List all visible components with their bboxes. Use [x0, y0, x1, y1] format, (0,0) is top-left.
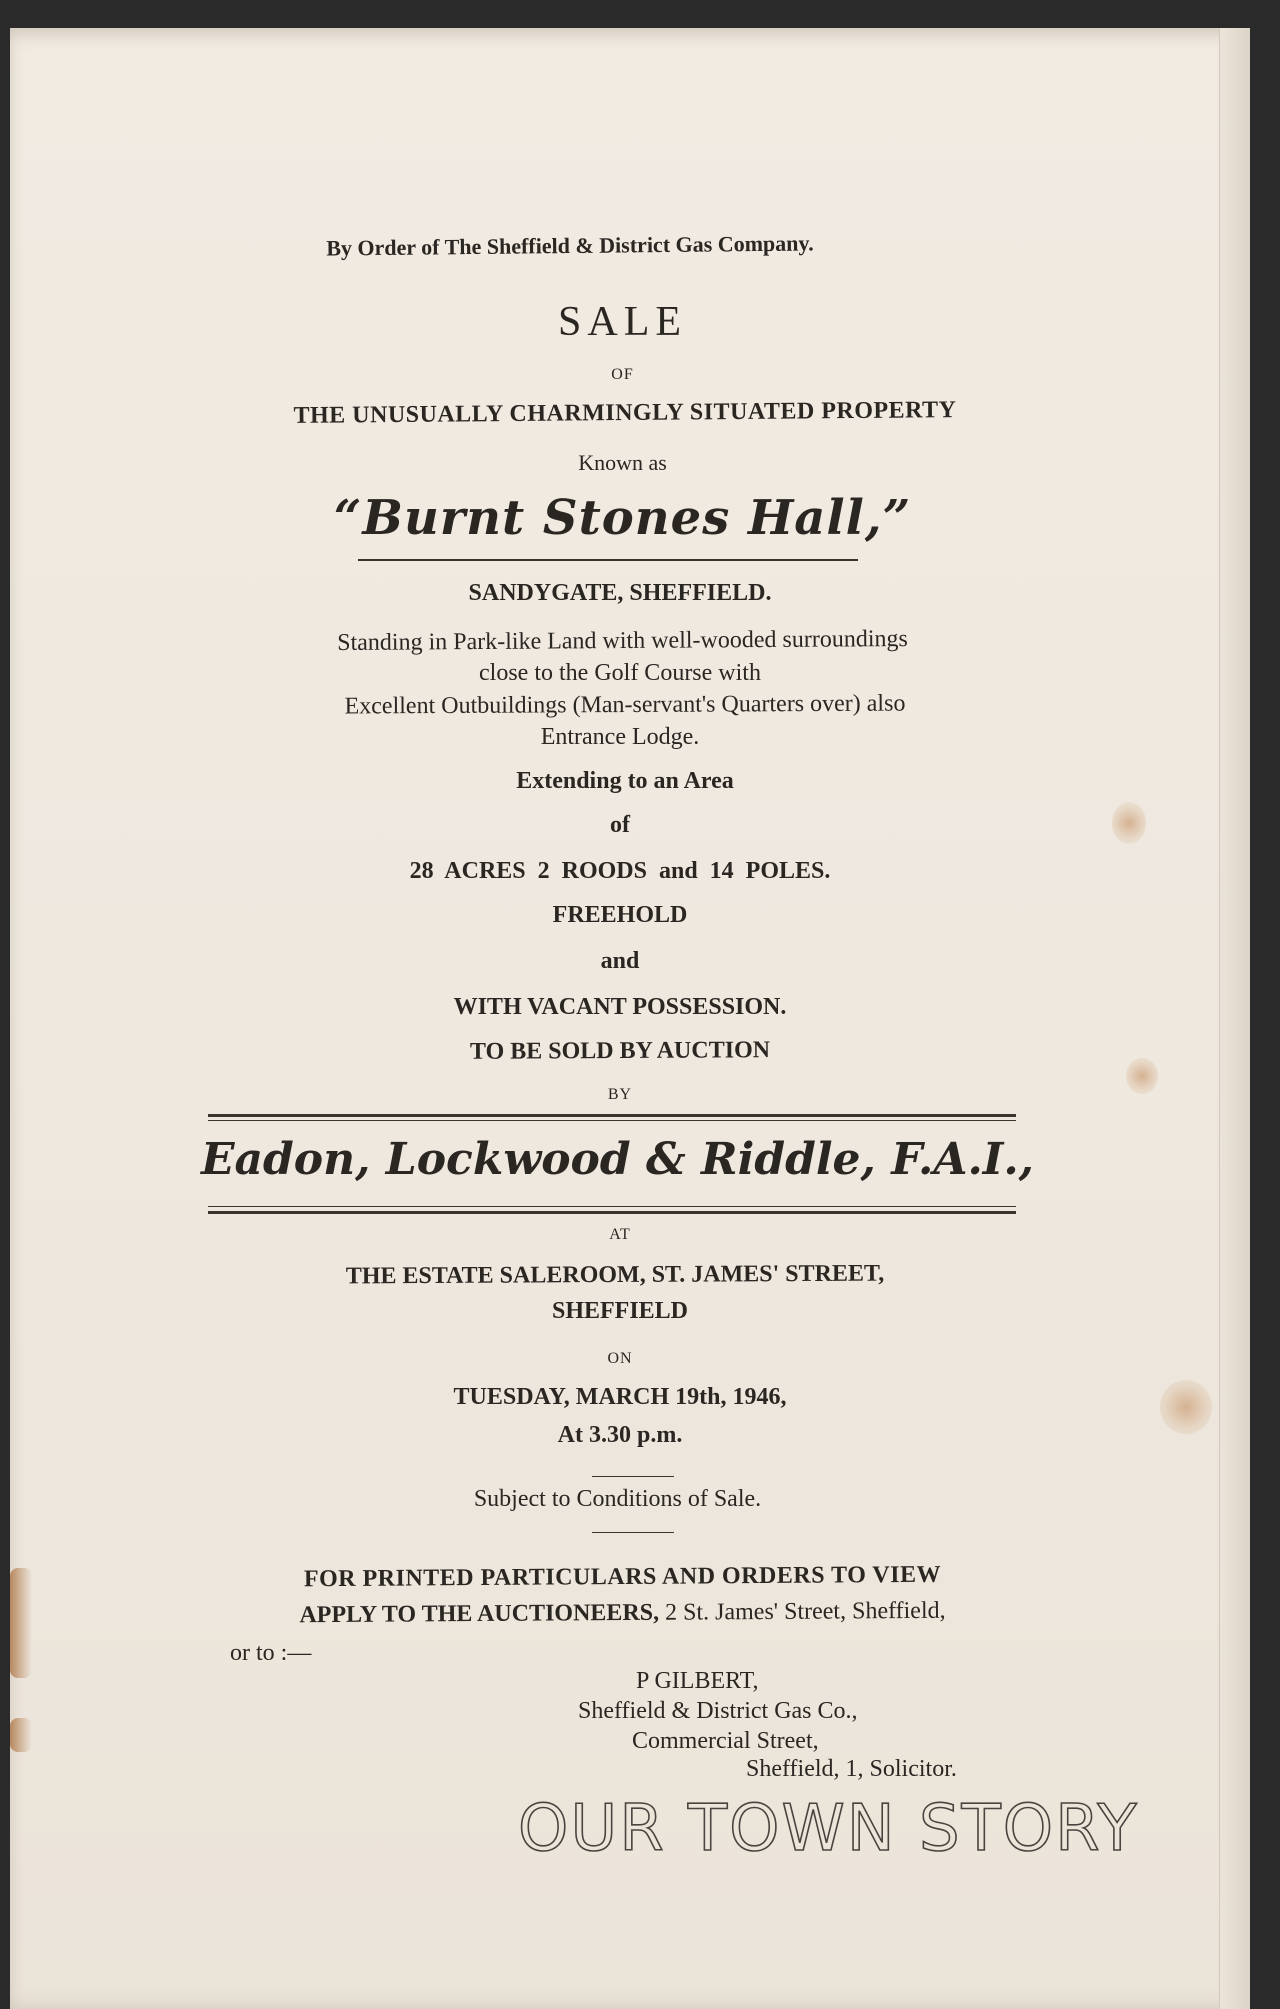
bottom-double-rule-b: [208, 1211, 1016, 1214]
area: 28 ACRES 2 ROODS and 14 POLES.: [409, 858, 831, 884]
solicitor-line-3: Commercial Street,: [632, 1728, 819, 1754]
particulars-line-2-bold: APPLY TO THE AUCTIONEERS,: [299, 1599, 660, 1629]
solicitor-line-1: P GILBERT,: [636, 1668, 759, 1694]
particulars-line-1: FOR PRINTED PARTICULARS AND ORDERS TO VIEW: [303, 1561, 942, 1593]
by-label: BY: [607, 1086, 633, 1103]
top-double-rule-a: [208, 1114, 1016, 1117]
document-page: [10, 28, 1250, 2009]
of-lower: of: [610, 812, 630, 838]
conditions: Subject to Conditions of Sale.: [473, 1486, 762, 1512]
solicitor-line-2: Sheffield & District Gas Co.,: [578, 1698, 858, 1724]
bottom-double-rule-a: [208, 1206, 1016, 1207]
and-word: and: [600, 948, 640, 974]
known-as: Known as: [578, 450, 667, 475]
top-double-rule-b: [208, 1120, 1016, 1121]
description-line-3: Excellent Outbuildings (Man-servant's Quarters over) also: [344, 690, 906, 720]
edge-stain: [10, 1718, 32, 1752]
location: SANDYGATE, SHEFFIELD.: [468, 580, 772, 606]
of-label: OF: [611, 366, 634, 383]
auction-line: TO BE SOLD BY AUCTION: [469, 1037, 771, 1065]
extending: Extending to an Area: [516, 768, 734, 794]
conditions-bottom-rule: [592, 1532, 674, 1533]
auctioneers: Eadon, Lockwood & Riddle, F.A.I.,: [200, 1134, 1034, 1185]
freehold: FREEHOLD: [552, 902, 688, 928]
possession: WITH VACANT POSSESSION.: [453, 994, 787, 1020]
description-line-4: Entrance Lodge.: [540, 724, 700, 750]
solicitor-line-4: Sheffield, 1, Solicitor.: [746, 1756, 957, 1782]
description-line-2: close to the Golf Course with: [479, 660, 761, 686]
venue-line-2: SHEFFIELD: [551, 1298, 689, 1324]
conditions-top-rule: [592, 1476, 674, 1477]
at-label: AT: [609, 1226, 631, 1243]
property-name-underline: [358, 559, 858, 561]
venue-line-1: THE ESTATE SALEROOM, ST. JAMES' STREET,: [345, 1260, 885, 1290]
sale-time: At 3.30 p.m.: [557, 1422, 683, 1448]
particulars-line-2-rest: 2 St. James' Street, Sheffield,: [658, 1597, 946, 1626]
on-label: ON: [607, 1350, 633, 1367]
property-name: “Burnt Stones Hall,”: [333, 490, 912, 546]
particulars-line-3: or to :—: [230, 1640, 312, 1666]
watermark: OUR TOWN STORY: [518, 1792, 1139, 1866]
property-line: THE UNUSUALLY CHARMINGLY SITUATED PROPERTY: [293, 397, 957, 429]
particulars-line-2: [0, 1596, 1250, 1632]
sale-date: TUESDAY, MARCH 19th, 1946,: [453, 1384, 787, 1410]
description-line-1: Standing in Park-like Land with well-wooded surroundings: [337, 626, 908, 656]
order-line: By Order of The Sheffield & District Gas Company.: [326, 230, 814, 261]
sale-title: SALE: [558, 299, 687, 345]
